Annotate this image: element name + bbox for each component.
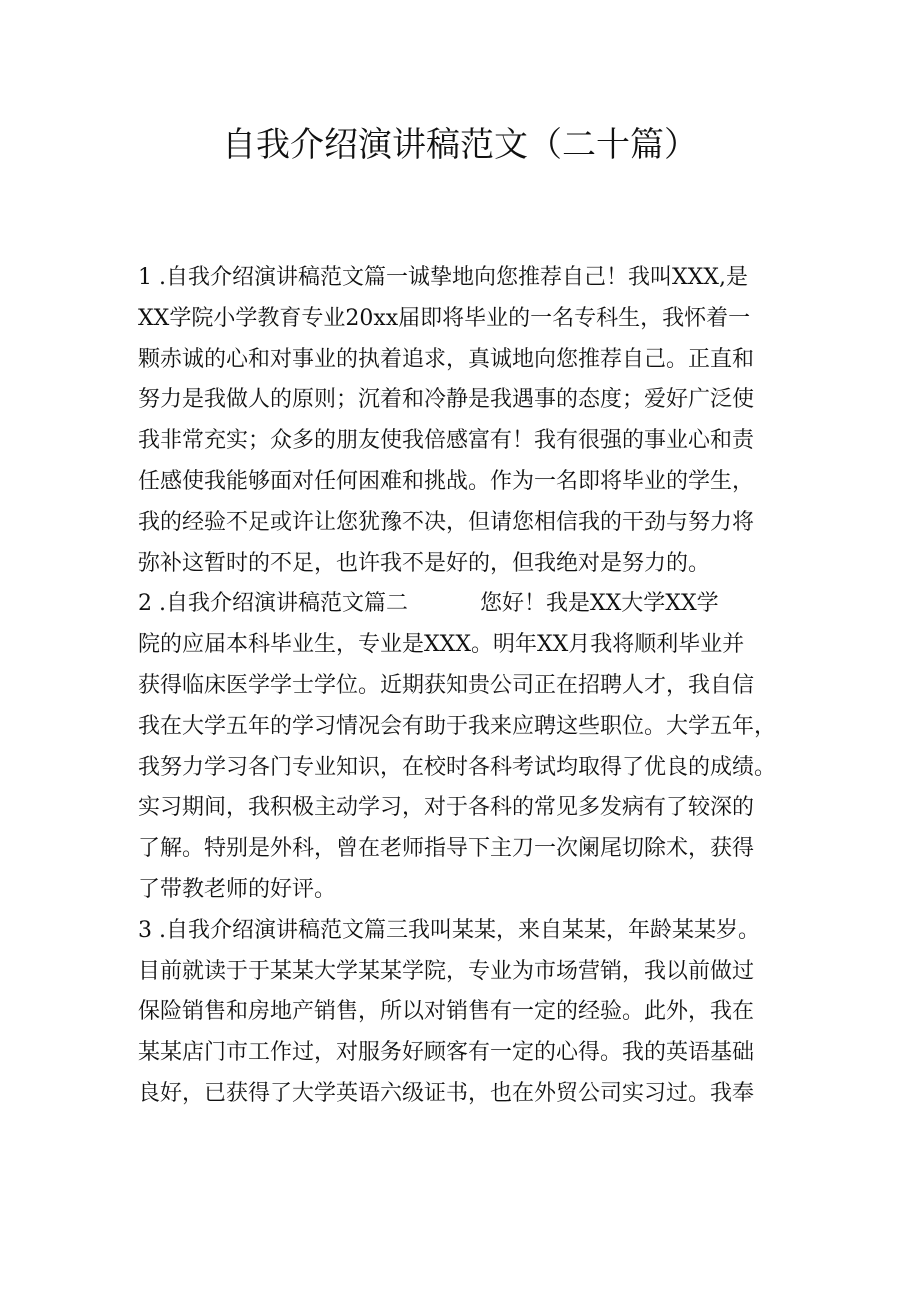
text-line: 获得临床医学学士学位。近期获知贵公司正在招聘人才，我自信 (138, 672, 755, 698)
text-line (138, 584, 798, 625)
document-body (138, 258, 798, 1115)
text-line: XX学院小学教育专业20xx届即将毕业的一名专科生，我怀着一 (138, 305, 751, 331)
text-line: 院的应届本科毕业生，专业是XXX。明年XX月我将顺利毕业并 (138, 632, 745, 658)
text-line: 1 .自我介绍演讲稿范文篇一诚挚地向您推荐自己！我叫XXX,是 (138, 265, 748, 290)
text-line: 良好，已获得了大学英语六级证书，也在外贸公司实习过。我奉 (138, 1080, 755, 1106)
text-line: 某某店门市工作过，对服务好顾客有一定的心得。我的英语基础 (138, 1040, 755, 1066)
text-segment: 2 .自我介绍演讲稿范文篇二 (138, 591, 408, 617)
text-line: 我努力学习各门专业知识，在校时各科考试均取得了优良的成绩。 (138, 754, 777, 780)
text-line: 3 .自我介绍演讲稿范文篇三我叫某某，来自某某，年龄某某岁。 (138, 917, 760, 943)
text-line: 目前就读于于某某大学某某学院，专业为市场营销，我以前做过 (138, 958, 755, 984)
text-segment: 您好！我是XX大学XX学 (479, 591, 719, 617)
text-line: 我在大学五年的学习情况会有助于我来应聘这些职位。大学五年， (138, 713, 777, 739)
text-line: 弥补这暂时的不足，也许我不是好的，但我绝对是努力的。 (138, 550, 711, 576)
text-line: 了解。特别是外科，曾在老师指导下主刀一次阑尾切除术，获得 (138, 836, 755, 862)
document-title: 自我介绍演讲稿范文（二十篇） (222, 125, 698, 165)
text-line: 我的经验不足或许让您犹豫不决，但请您相信我的干劲与努力将 (138, 509, 755, 535)
text-line: 努力是我做人的原则；沉着和冷静是我遇事的态度；爱好广泛使 (138, 387, 755, 413)
text-line: 任感使我能够面对任何困难和挑战。作为一名即将毕业的学生， (138, 468, 755, 494)
text-line: 了带教老师的好评。 (138, 876, 337, 902)
text-line: 实习期间，我积极主动学习，对于各科的常见多发病有了较深的 (138, 795, 755, 821)
text-line: 保险销售和房地产销售，所以对销售有一定的经验。此外，我在 (138, 999, 755, 1025)
text-line: 我非常充实；众多的朋友使我倍感富有！我有很强的事业心和责 (138, 428, 755, 454)
text-line: 颗赤诚的心和对事业的执着追求，真诚地向您推荐自己。正直和 (138, 346, 755, 372)
